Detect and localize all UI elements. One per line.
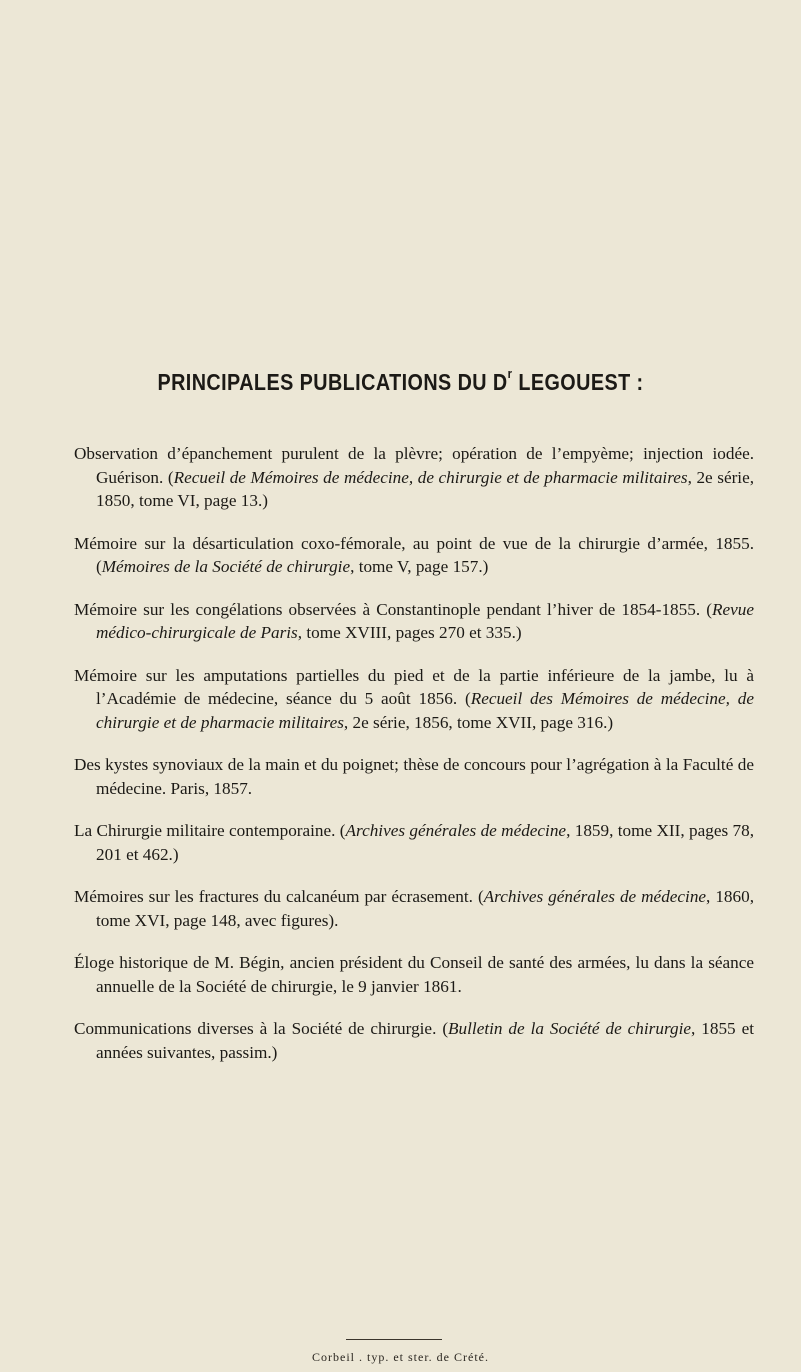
- title-text-end: LEGOUEST :: [512, 369, 644, 395]
- publication-entry: Mémoires sur les fractures du calcanéum par écrasement. (Archives générales de médecine, 1860, tome XVI, page 148, avec figures).: [74, 887, 754, 930]
- publication-entry: Mémoire sur les amputations partielles du pied et de la partie inférieure de la jambe, lu à l’Académie de médecine, séance du 5 août 1856. (Recueil des Mémoires de médecine, de chirurgie et de pharmacie militaires, 2e série, 1856, tome XVII, page 316.): [74, 665, 754, 732]
- publication-entry: Mémoire sur les congélations observées à Constantinople pendant l’hiver de 1854-1855. (Revue médico-chirurgicale de Paris, tome XVIII, pages 270 et 335.): [74, 599, 754, 643]
- title-text: PRINCIPALES PUBLICATIONS DU D: [157, 369, 508, 395]
- printer-imprint: Corbeil . typ. et ster. de Crété.: [312, 1350, 489, 1364]
- publication-entry: Observation d’épanchement purulent de la plèvre; opération de l’empyème; injection iodée. Guérison. (Recueil de Mémoires de médecine, de chirurgie et de pharmacie militaires, 2e série, 1850, tome VI, page 13.): [74, 444, 754, 511]
- title-superscript: r: [507, 366, 513, 381]
- publication-entry: Des kystes synoviaux de la main et du poignet; thèse de concours pour l’agrégation à la Faculté de médecine. Paris, 1857.: [74, 755, 754, 798]
- publication-entry: La Chirurgie militaire contemporaine. (Archives générales de médecine, 1859, tome XII, pages 78, 201 et 462.): [74, 821, 754, 864]
- publication-entry: Éloge historique de M. Bégin, ancien président du Conseil de santé des armées, lu dans la séance annuelle de la Société de chirurgie, le 9 janvier 1861.: [74, 953, 754, 996]
- footer-divider: [346, 1339, 442, 1340]
- publication-entry: Mémoire sur la désarticulation coxo-fémorale, au point de vue de la chirurgie d’armée, 1855. (Mémoires de la Société de chirurgie, tome V, page 157.): [74, 533, 754, 577]
- page-title: [56, 366, 745, 396]
- publication-list: [74, 425, 754, 1083]
- publication-entry: Communications diverses à la Société de chirurgie. (Bulletin de la Société de chirurgie, 1855 et années suivantes, passim.): [74, 1019, 755, 1062]
